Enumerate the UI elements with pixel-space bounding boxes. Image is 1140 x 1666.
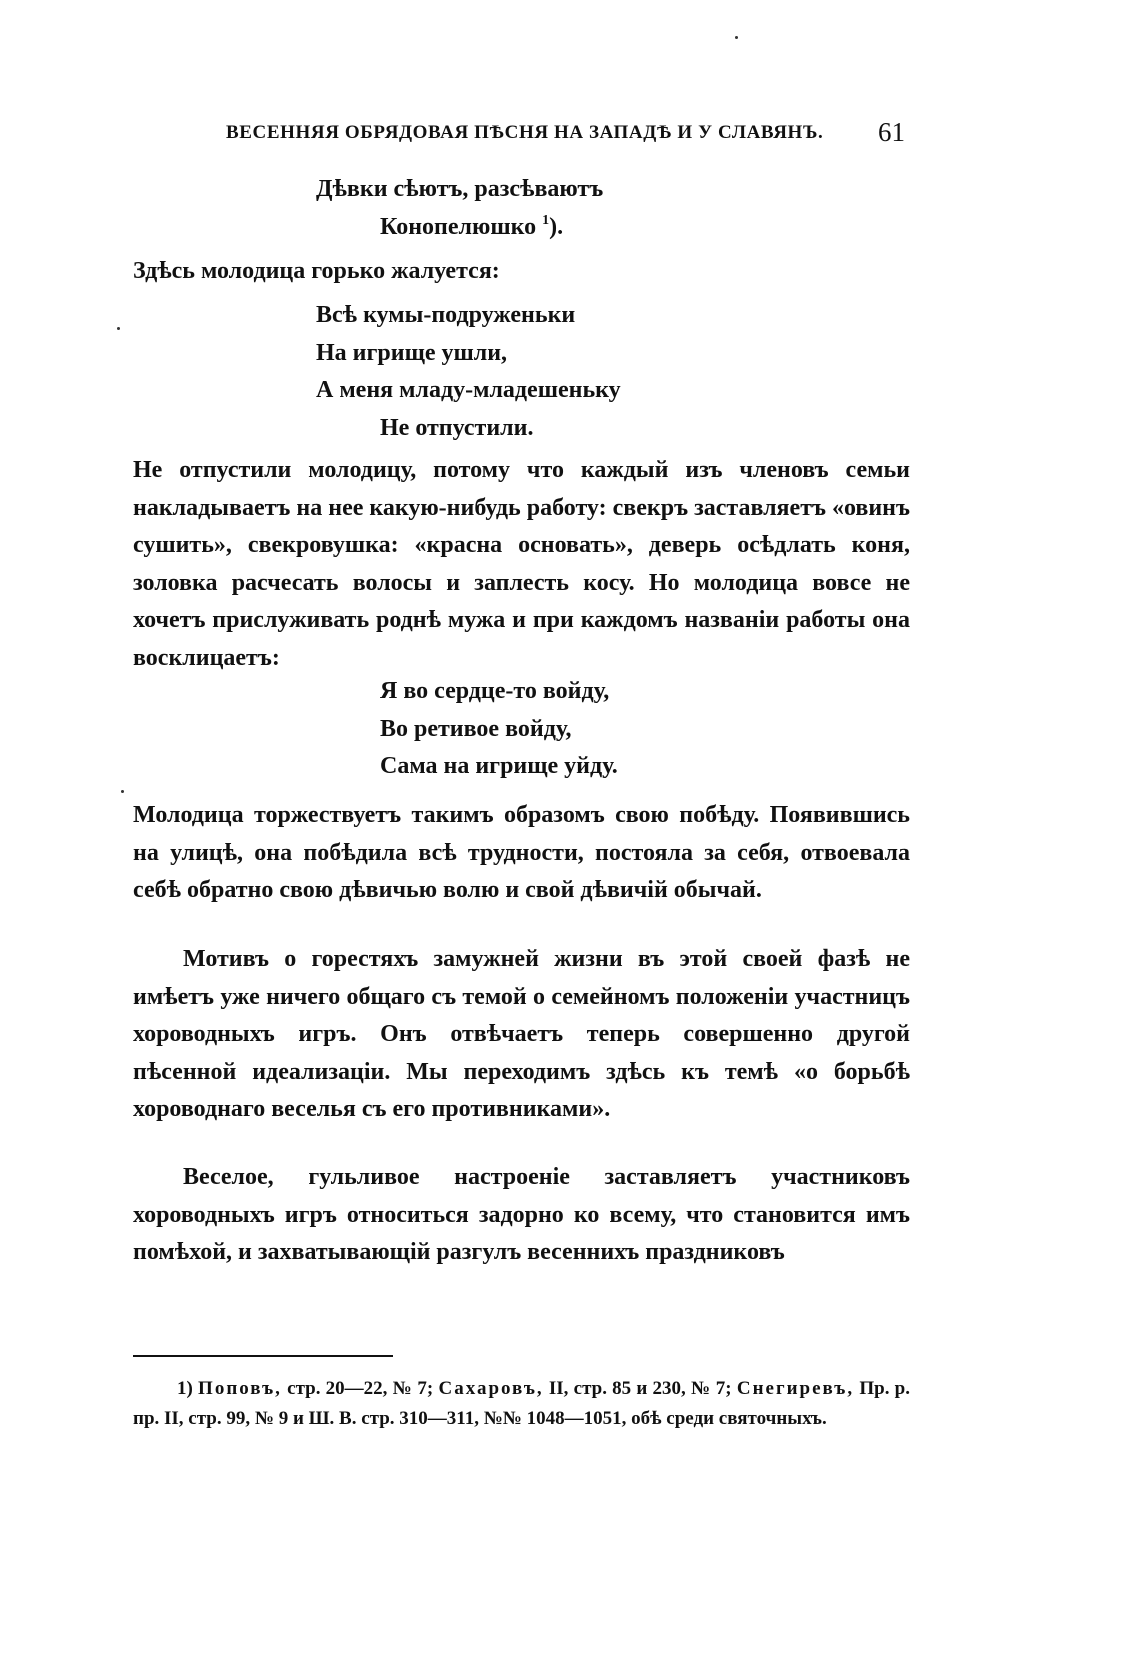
footnote-author: Поповъ, <box>198 1378 282 1399</box>
running-title: ВЕСЕННЯЯ ОБРЯДОВАЯ ПѢСНЯ НА ЗАПАДѢ И У СЛАВЯНЪ. <box>226 122 824 143</box>
verse-3 <box>380 673 618 786</box>
paragraph-text: Веселое, гульливое настроеніе заставляетъ участниковъ хороводныхъ игръ относиться задорно ко всему, что становится имъ помѣхой, и захватывающій разгулъ весеннихъ праздниковъ <box>133 1164 910 1265</box>
footnote-author: Сахаровъ, <box>438 1378 544 1399</box>
verse-line: Я во сердце-то войду, <box>380 678 610 704</box>
footnote-reference-text: II, стр. 85 и 230, № 7; <box>548 1378 732 1399</box>
verse-2 <box>316 297 621 447</box>
verse-line: А меня младу-младешеньку <box>316 377 621 403</box>
footnote-reference-text: Пр. р. пр. II, стр. 99, № 9 и Ш. В. стр. 310—311, №№ 1048—1051, обѣ среди святочныхъ. <box>133 1378 910 1429</box>
footnote-author: Снегиревъ, <box>736 1378 855 1399</box>
verse-line: Сама на игрище уйду. <box>380 753 618 779</box>
paragraph <box>133 941 910 1129</box>
verse-line <box>316 209 603 247</box>
verse-line-text: Конопелюшко <box>380 213 537 240</box>
footnote-reference: 1 <box>542 212 550 228</box>
print-speck <box>735 36 738 39</box>
verse-line: Дѣвки сѣютъ, разсѣваютъ <box>316 176 604 202</box>
paragraph: Молодица торжествуетъ такимъ образомъ свою побѣду. Появившись на улицѣ, она побѣдила всѣ трудности, постояла за себя, отвоевала себѣ обратно свою дѣвичью волю и свой дѣвичій обычай. <box>133 802 910 903</box>
verse-line: Во ретивое войду, <box>380 715 572 742</box>
paragraph <box>133 1159 910 1272</box>
paragraph-text: Мотивъ о горестяхъ замужней жизни въ этой своей фазѣ не имѣетъ уже ничего общаго съ темой о семейномъ положеніи участницъ хороводныхъ игръ. Онъ отвѣчаетъ теперь совершенно другой пѣсенной идеализаціи. Мы переходимъ здѣсь къ темѣ «о борьбѣ хороводнаго веселья съ его противниками». <box>133 946 910 1122</box>
verse-1 <box>316 171 603 246</box>
page-number: 61 <box>878 117 905 147</box>
verse-line: На игрище ушли, <box>316 339 508 366</box>
paragraph: Здѣсь молодица горько жалуется: <box>133 258 500 284</box>
print-speck <box>121 790 124 793</box>
verse-line: Не отпустили. <box>380 414 534 441</box>
footnote-marker: 1) <box>177 1378 193 1399</box>
footnote <box>133 1374 910 1434</box>
footnote-reference-text: стр. 20—22, № 7; <box>287 1378 434 1399</box>
paragraph: Не отпустили молодицу, потому что каждый изъ членовъ семьи накладываетъ на нее какую-нибудь работу: свекръ заставляетъ «овинъ сушить», свекровушка: «красна основать», деверь осѣдлать коня, золовка расчесать волосы и заплесть косу. Но молодица вовсе не хочетъ прислуживать роднѣ мужа и при каждомъ названіи работы она восклицаетъ: <box>133 457 910 671</box>
print-speck <box>117 327 120 330</box>
footnote-separator <box>133 1355 393 1357</box>
verse-line: Всѣ кумы-подруженьки <box>316 302 576 328</box>
verse-line-tail: ). <box>549 213 564 240</box>
